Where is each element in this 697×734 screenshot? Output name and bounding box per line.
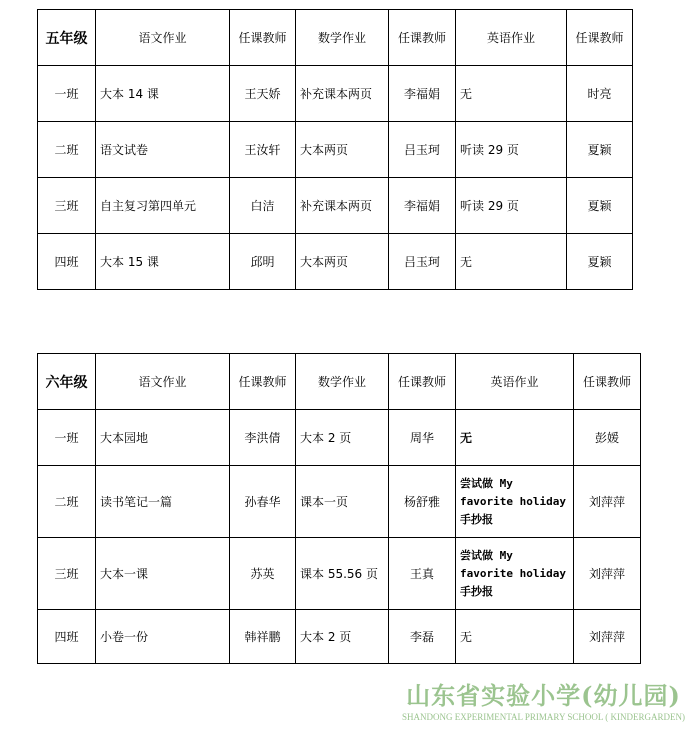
grade5-title: 五年级: [38, 10, 96, 66]
class-cell: 三班: [38, 538, 96, 610]
table-row: [38, 410, 641, 466]
english-line: 尝试做 My: [460, 548, 513, 562]
chinese-teacher: 孙春华: [230, 466, 296, 538]
english-teacher: 夏颖: [567, 234, 633, 290]
header-chinese: 语文作业: [96, 10, 230, 66]
chinese-teacher: 白洁: [230, 178, 296, 234]
header-teacher: 任课教师: [574, 354, 641, 410]
header-teacher: 任课教师: [567, 10, 633, 66]
english-teacher: 刘萍萍: [574, 610, 641, 664]
header-teacher: 任课教师: [389, 354, 456, 410]
chinese-teacher: 韩祥鹏: [230, 610, 296, 664]
grade6-title: 六年级: [38, 354, 96, 410]
grade6-header-row: [38, 354, 641, 410]
header-math: 数学作业: [296, 10, 389, 66]
chinese-homework: 大本一课: [96, 538, 230, 610]
english-line: 手抄报: [460, 512, 493, 526]
class-cell: 二班: [38, 122, 96, 178]
table-row: [38, 66, 633, 122]
english-teacher: 刘萍萍: [574, 538, 641, 610]
school-logo: [396, 681, 691, 722]
english-line: 尝试做 My: [460, 476, 513, 490]
math-homework: 课本 55.56 页: [296, 538, 389, 610]
chinese-homework: 大本园地: [96, 410, 230, 466]
math-homework: 大本 2 页: [296, 410, 389, 466]
header-teacher: 任课教师: [389, 10, 456, 66]
header-english: 英语作业: [456, 354, 574, 410]
math-teacher: 杨舒雅: [389, 466, 456, 538]
chinese-homework: 小卷一份: [96, 610, 230, 664]
header-teacher: 任课教师: [230, 354, 296, 410]
english-homework: 无: [456, 234, 567, 290]
english-homework: 无: [456, 410, 574, 466]
english-teacher: 刘萍萍: [574, 466, 641, 538]
english-teacher: 时亮: [567, 66, 633, 122]
math-homework: 大本 2 页: [296, 610, 389, 664]
table-row: [38, 538, 641, 610]
english-teacher: 夏颖: [567, 122, 633, 178]
math-teacher: 李福娟: [389, 66, 456, 122]
english-homework: 无: [456, 66, 567, 122]
math-homework: 补充课本两页: [296, 178, 389, 234]
english-homework: 无: [456, 610, 574, 664]
english-teacher: 夏颖: [567, 178, 633, 234]
math-homework: 大本两页: [296, 234, 389, 290]
chinese-teacher: 邱明: [230, 234, 296, 290]
table-row: [38, 234, 633, 290]
math-homework: 补充课本两页: [296, 66, 389, 122]
english-homework: 听读 29 页: [456, 122, 567, 178]
chinese-teacher: 王天娇: [230, 66, 296, 122]
chinese-homework: 读书笔记一篇: [96, 466, 230, 538]
class-cell: 一班: [38, 66, 96, 122]
math-teacher: 吕玉珂: [389, 234, 456, 290]
english-homework: 听读 29 页: [456, 178, 567, 234]
english-line: 手抄报: [460, 584, 493, 598]
english-line: favorite holiday: [460, 566, 566, 580]
class-cell: 一班: [38, 410, 96, 466]
chinese-teacher: 苏英: [230, 538, 296, 610]
table-row: [38, 466, 641, 538]
english-teacher: 彭媛: [574, 410, 641, 466]
table-row: [38, 178, 633, 234]
math-homework: 大本两页: [296, 122, 389, 178]
class-cell: 三班: [38, 178, 96, 234]
header-math: 数学作业: [296, 354, 389, 410]
math-teacher: 李磊: [389, 610, 456, 664]
header-chinese: 语文作业: [96, 354, 230, 410]
grade6-table: [37, 353, 641, 664]
math-homework: 课本一页: [296, 466, 389, 538]
chinese-teacher: 王汝轩: [230, 122, 296, 178]
school-name-chinese: 山东省实验小学(幼儿园): [406, 681, 681, 710]
math-teacher: 吕玉珂: [389, 122, 456, 178]
header-teacher: 任课教师: [230, 10, 296, 66]
chinese-teacher: 李洪倩: [230, 410, 296, 466]
math-teacher: 王真: [389, 538, 456, 610]
english-homework: [456, 466, 574, 538]
class-cell: 四班: [38, 234, 96, 290]
class-cell: 四班: [38, 610, 96, 664]
english-homework: [456, 538, 574, 610]
chinese-homework: 大本 15 课: [96, 234, 230, 290]
math-teacher: 周华: [389, 410, 456, 466]
header-english: 英语作业: [456, 10, 567, 66]
school-name-english: SHANDONG EXPERIMENTAL PRIMARY SCHOOL ( KINDERGARDEN): [401, 712, 686, 722]
chinese-homework: 自主复习第四单元: [96, 178, 230, 234]
english-line: favorite holiday: [460, 494, 566, 508]
chinese-homework: 语文试卷: [96, 122, 230, 178]
grade5-table: [37, 9, 633, 290]
grade5-header-row: [38, 10, 633, 66]
class-cell: 二班: [38, 466, 96, 538]
math-teacher: 李福娟: [389, 178, 456, 234]
table-row: [38, 122, 633, 178]
chinese-homework: 大本 14 课: [96, 66, 230, 122]
table-row: [38, 610, 641, 664]
